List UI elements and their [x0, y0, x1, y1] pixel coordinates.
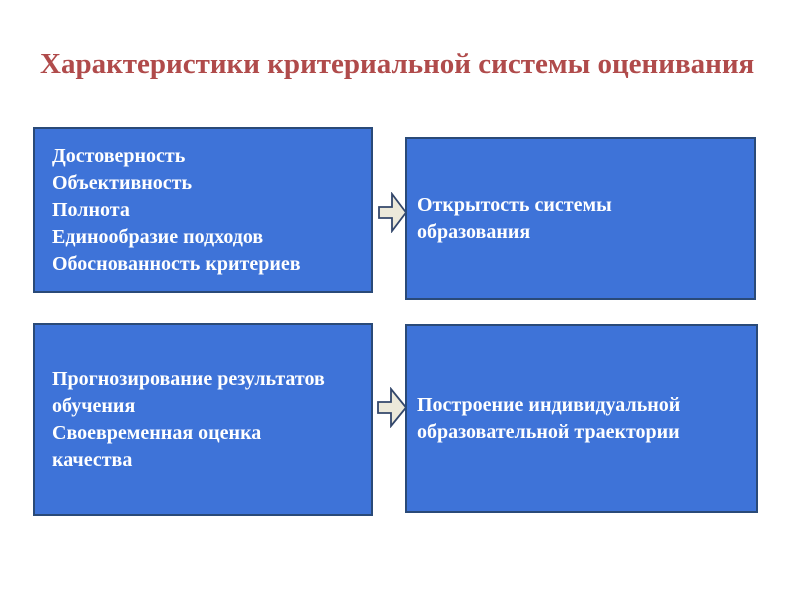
box-quality-criteria	[33, 127, 373, 293]
criteria-line: Единообразие подходов	[52, 225, 264, 248]
openness-line: образования	[417, 220, 531, 243]
criteria-line: Достоверность	[52, 144, 186, 167]
right-arrow-icon	[377, 387, 407, 428]
right-arrow-icon	[378, 192, 407, 233]
forecasting-line: качества	[52, 448, 133, 471]
forecasting-line: обучения	[52, 394, 136, 417]
criteria-line: Полнота	[52, 198, 130, 221]
box-trajectory	[405, 324, 758, 513]
openness-line: Открытость системы	[417, 193, 612, 216]
criteria-line: Объективность	[52, 171, 193, 194]
trajectory-line: Построение индивидуальной	[417, 393, 681, 416]
trajectory-line: образовательной траектории	[417, 420, 680, 443]
slide-title: Характеристики критериальной системы оценивания	[40, 48, 755, 80]
box-forecasting	[33, 323, 373, 516]
forecasting-line: Своевременная оценка	[52, 421, 262, 444]
box-openness	[405, 137, 756, 300]
criteria-line: Обоснованность критериев	[52, 252, 301, 275]
forecasting-line: Прогнозирование результатов	[52, 367, 325, 390]
